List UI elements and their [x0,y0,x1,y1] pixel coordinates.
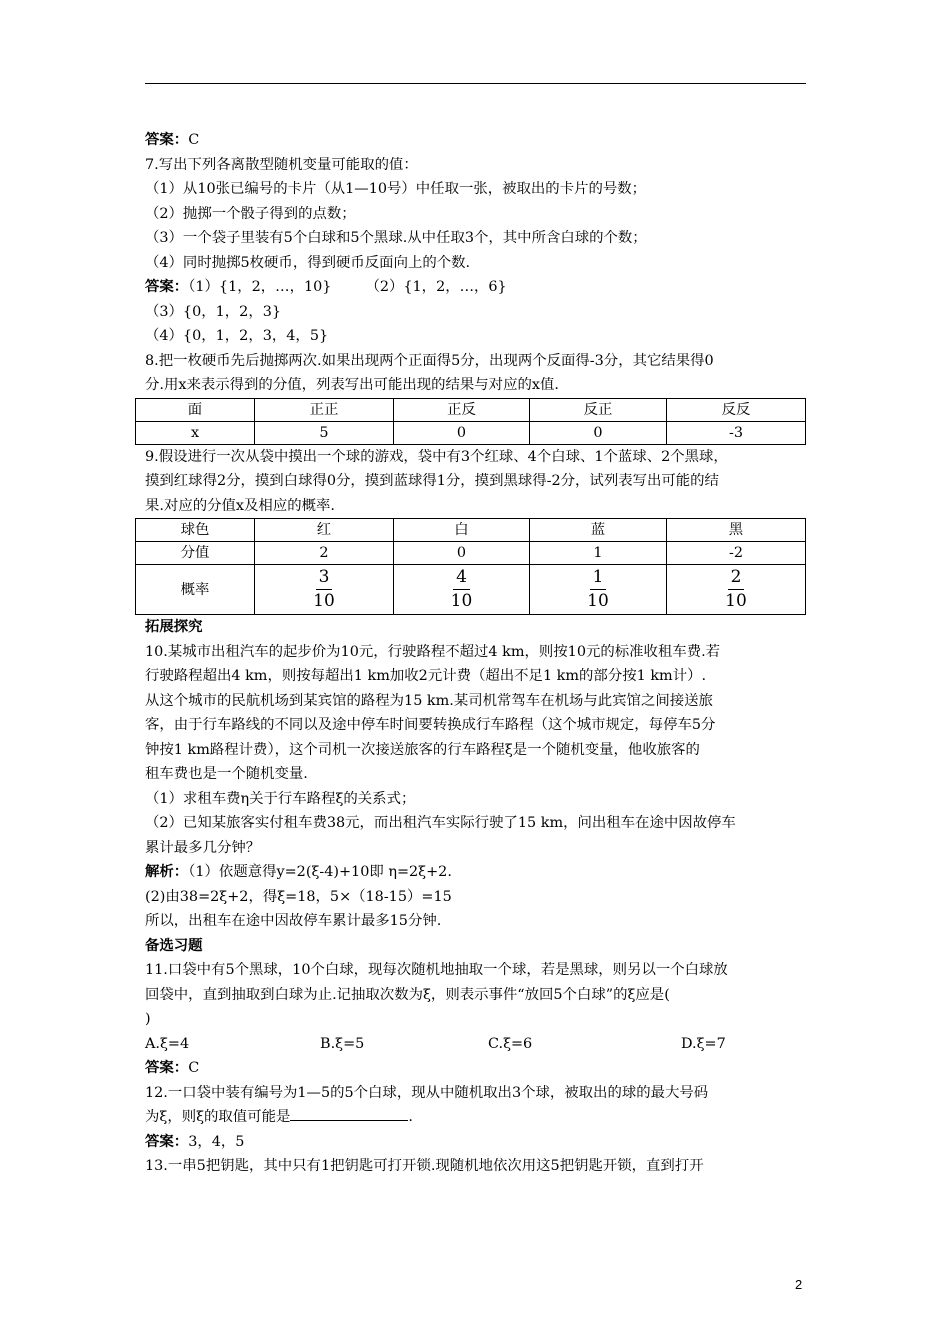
q13-line: 13.一串5把钥匙，其中只有1把钥匙可打开锁.现随机地依次用这5把钥匙开锁，直到打开 [145,1158,704,1174]
table-cell: 概率 [136,565,255,615]
q7-answer-line: （4）{0，1，2，3，4，5} [145,328,329,344]
table-cell: 正正 [255,398,394,421]
section-heading-extra: 备选习题 [145,936,203,954]
denominator: 10 [450,591,473,611]
table-cell: 0 [530,421,667,444]
q10-sub: 累计最多几分钟？ [145,839,261,856]
q7-answer-line: （3）{0，1，2，3} [145,303,282,320]
table-cell [255,565,394,615]
q11-line: 回袋中，直到抽取到白球为止.记抽取次数为ξ，则表示事件“放回5个白球”的ξ应是( [145,986,670,1003]
q10-line: 行驶路程超出4 km，则按每超出1 km加收2元计费（超出不足1 km的部分按1 km计）. [145,668,707,684]
q6-answer [145,128,810,153]
table-cell: 黑 [667,519,806,542]
table-cell: 白 [394,519,530,542]
numerator: 1 [590,567,607,590]
q10-line: 从这个城市的民航机场到某宾馆的路程为15 km.某司机常驾车在机场与此宾馆之间接送旅 [145,692,713,709]
document-body [145,128,810,1179]
table-cell: 0 [394,542,530,565]
answer-label: 答案： [145,278,189,295]
answer-label: 答案： [145,1059,189,1076]
page-number: 2 [795,1277,803,1292]
q7-item: （2）抛掷一个骰子得到的点数； [145,205,356,222]
q8-stem: 分.用x来表示得到的分值，列表写出可能出现的结果与对应的x值. [145,377,559,393]
q11-line: 11.口袋中有5个黑球，10个白球，现每次随机地抽取一个球，若是黑球，则另以一个白球放 [145,962,728,978]
table-cell: 球色 [136,519,255,542]
q9-stem: 9.假设进行一次从袋中摸出一个球的游戏，袋中有3个红球、4个白球、1个蓝球、2个黑球， [145,448,728,465]
option: D.ξ=7 [681,1035,726,1052]
answer-value: （2）{1，2，…，6} [365,279,507,295]
q9-stem: 摸到红球得2分，摸到白球得0分，摸到蓝球得1分，摸到黑球得-2分，试列表写出可能的结 [145,473,719,489]
table-cell [667,565,806,615]
table-cell: -2 [667,542,806,565]
option: A.ξ=4 [145,1035,190,1052]
answer-value: C [188,1060,200,1076]
analysis-text: （1）依题意得y=2(ξ-4)+10即 η=2ξ+2. [188,864,452,880]
fraction [310,567,338,612]
section-heading-explore: 拓展探究 [145,618,203,635]
table-cell: 红 [255,519,394,542]
table-cell: 0 [394,421,530,444]
table-cell: 5 [255,421,394,444]
table-cell: -3 [667,421,806,444]
q10-analysis [145,860,810,885]
q12-answer [145,1130,810,1155]
answer-label: 答案： [145,1132,189,1150]
answer-value: C [188,132,200,148]
table-cell: 分值 [136,542,255,565]
q9-stem: 果.对应的分值x及相应的概率. [145,497,335,514]
q12-line: 12.一口袋中装有编号为1—5的5个白球，现从中随机取出3个球，被取出的球的最大号码 [145,1084,709,1101]
option: B.ξ=5 [320,1035,365,1052]
q12-text: . [408,1109,413,1125]
q10-line: 10.某城市出租汽车的起步价为10元，行驶路程不超过4 km，则按10元的标准收租车费.若 [145,643,721,660]
q12-line [145,1105,810,1130]
table-row [136,565,806,615]
q10-analysis: 所以，出租车在途中因故停车累计最多15分钟. [145,913,442,929]
q12-text: 为ξ，则ξ的取值可能是 [145,1109,291,1125]
q11-options [145,1032,810,1057]
table-row [136,542,806,565]
q10-sub: （2）已知某旅客实付租车费38元，而出租汽车实际行驶了15 km，问出租车在途中因故停车 [145,815,736,831]
table-row [136,519,806,542]
q10-line: 租车费也是一个随机变量. [145,766,308,782]
option: C.ξ=6 [488,1035,533,1052]
answer-value: 3，4，5 [188,1133,245,1150]
table-cell [530,565,667,615]
denominator: 10 [587,591,609,611]
denominator: 10 [313,591,335,611]
table-cell: 蓝 [530,519,667,542]
table-row [136,421,806,444]
q7-item: （1）从10张已编号的卡片（从1—10号）中任取一张，被取出的卡片的号数； [145,181,647,197]
q7-item: （3）一个袋子里装有5个白球和5个黑球.从中任取3个，其中所含白球的个数； [145,230,647,246]
table-cell: 反反 [667,398,806,421]
table-cell [394,565,530,615]
table-row [136,398,806,421]
table-cell: 2 [255,542,394,565]
numerator: 4 [453,567,470,590]
answer-blank [290,1105,408,1121]
answer-label: 答案： [145,131,189,148]
q11-line: ) [145,1011,151,1027]
q11-answer [145,1056,810,1081]
numerator: 2 [728,567,745,590]
fraction [448,567,476,612]
q7-answer [145,275,810,300]
fraction [584,567,612,612]
q8-table [135,398,806,445]
table-cell: 1 [530,542,667,565]
q8-stem: 8.把一枚硬币先后抛掷两次.如果出现两个正面得5分，出现两个反面得-3分，其它结果得0 [145,352,714,369]
q10-analysis: (2)由38=2ξ+2，得ξ=18，5×（18-15）=15 [145,888,452,905]
q9-table [135,518,806,615]
q7-item: （4）同时抛掷5枚硬币，得到硬币反面向上的个数. [145,254,471,271]
fraction [722,567,750,612]
header-rule [145,83,806,84]
q7-stem: 7.写出下列各离散型随机变量可能取的值： [145,156,418,173]
table-cell: 面 [136,398,255,421]
answer-value: （1）{1，2，…，10} [188,279,332,295]
table-cell: x [136,421,255,444]
analysis-label: 解析： [145,863,189,880]
denominator: 10 [725,591,747,611]
table-cell: 正反 [394,398,530,421]
q10-line: 钟按1 km路程计费），这个司机一次接送旅客的行车路程ξ是一个随机变量，他收旅客的 [145,741,700,758]
numerator: 3 [316,567,333,590]
table-cell: 反正 [530,398,667,421]
q10-line: 客，由于行车路线的不同以及途中停车时间要转换成行车路程（这个城市规定，每停车5分 [145,717,716,733]
q10-sub: （1）求租车费η关于行车路程ξ的关系式； [145,790,416,807]
